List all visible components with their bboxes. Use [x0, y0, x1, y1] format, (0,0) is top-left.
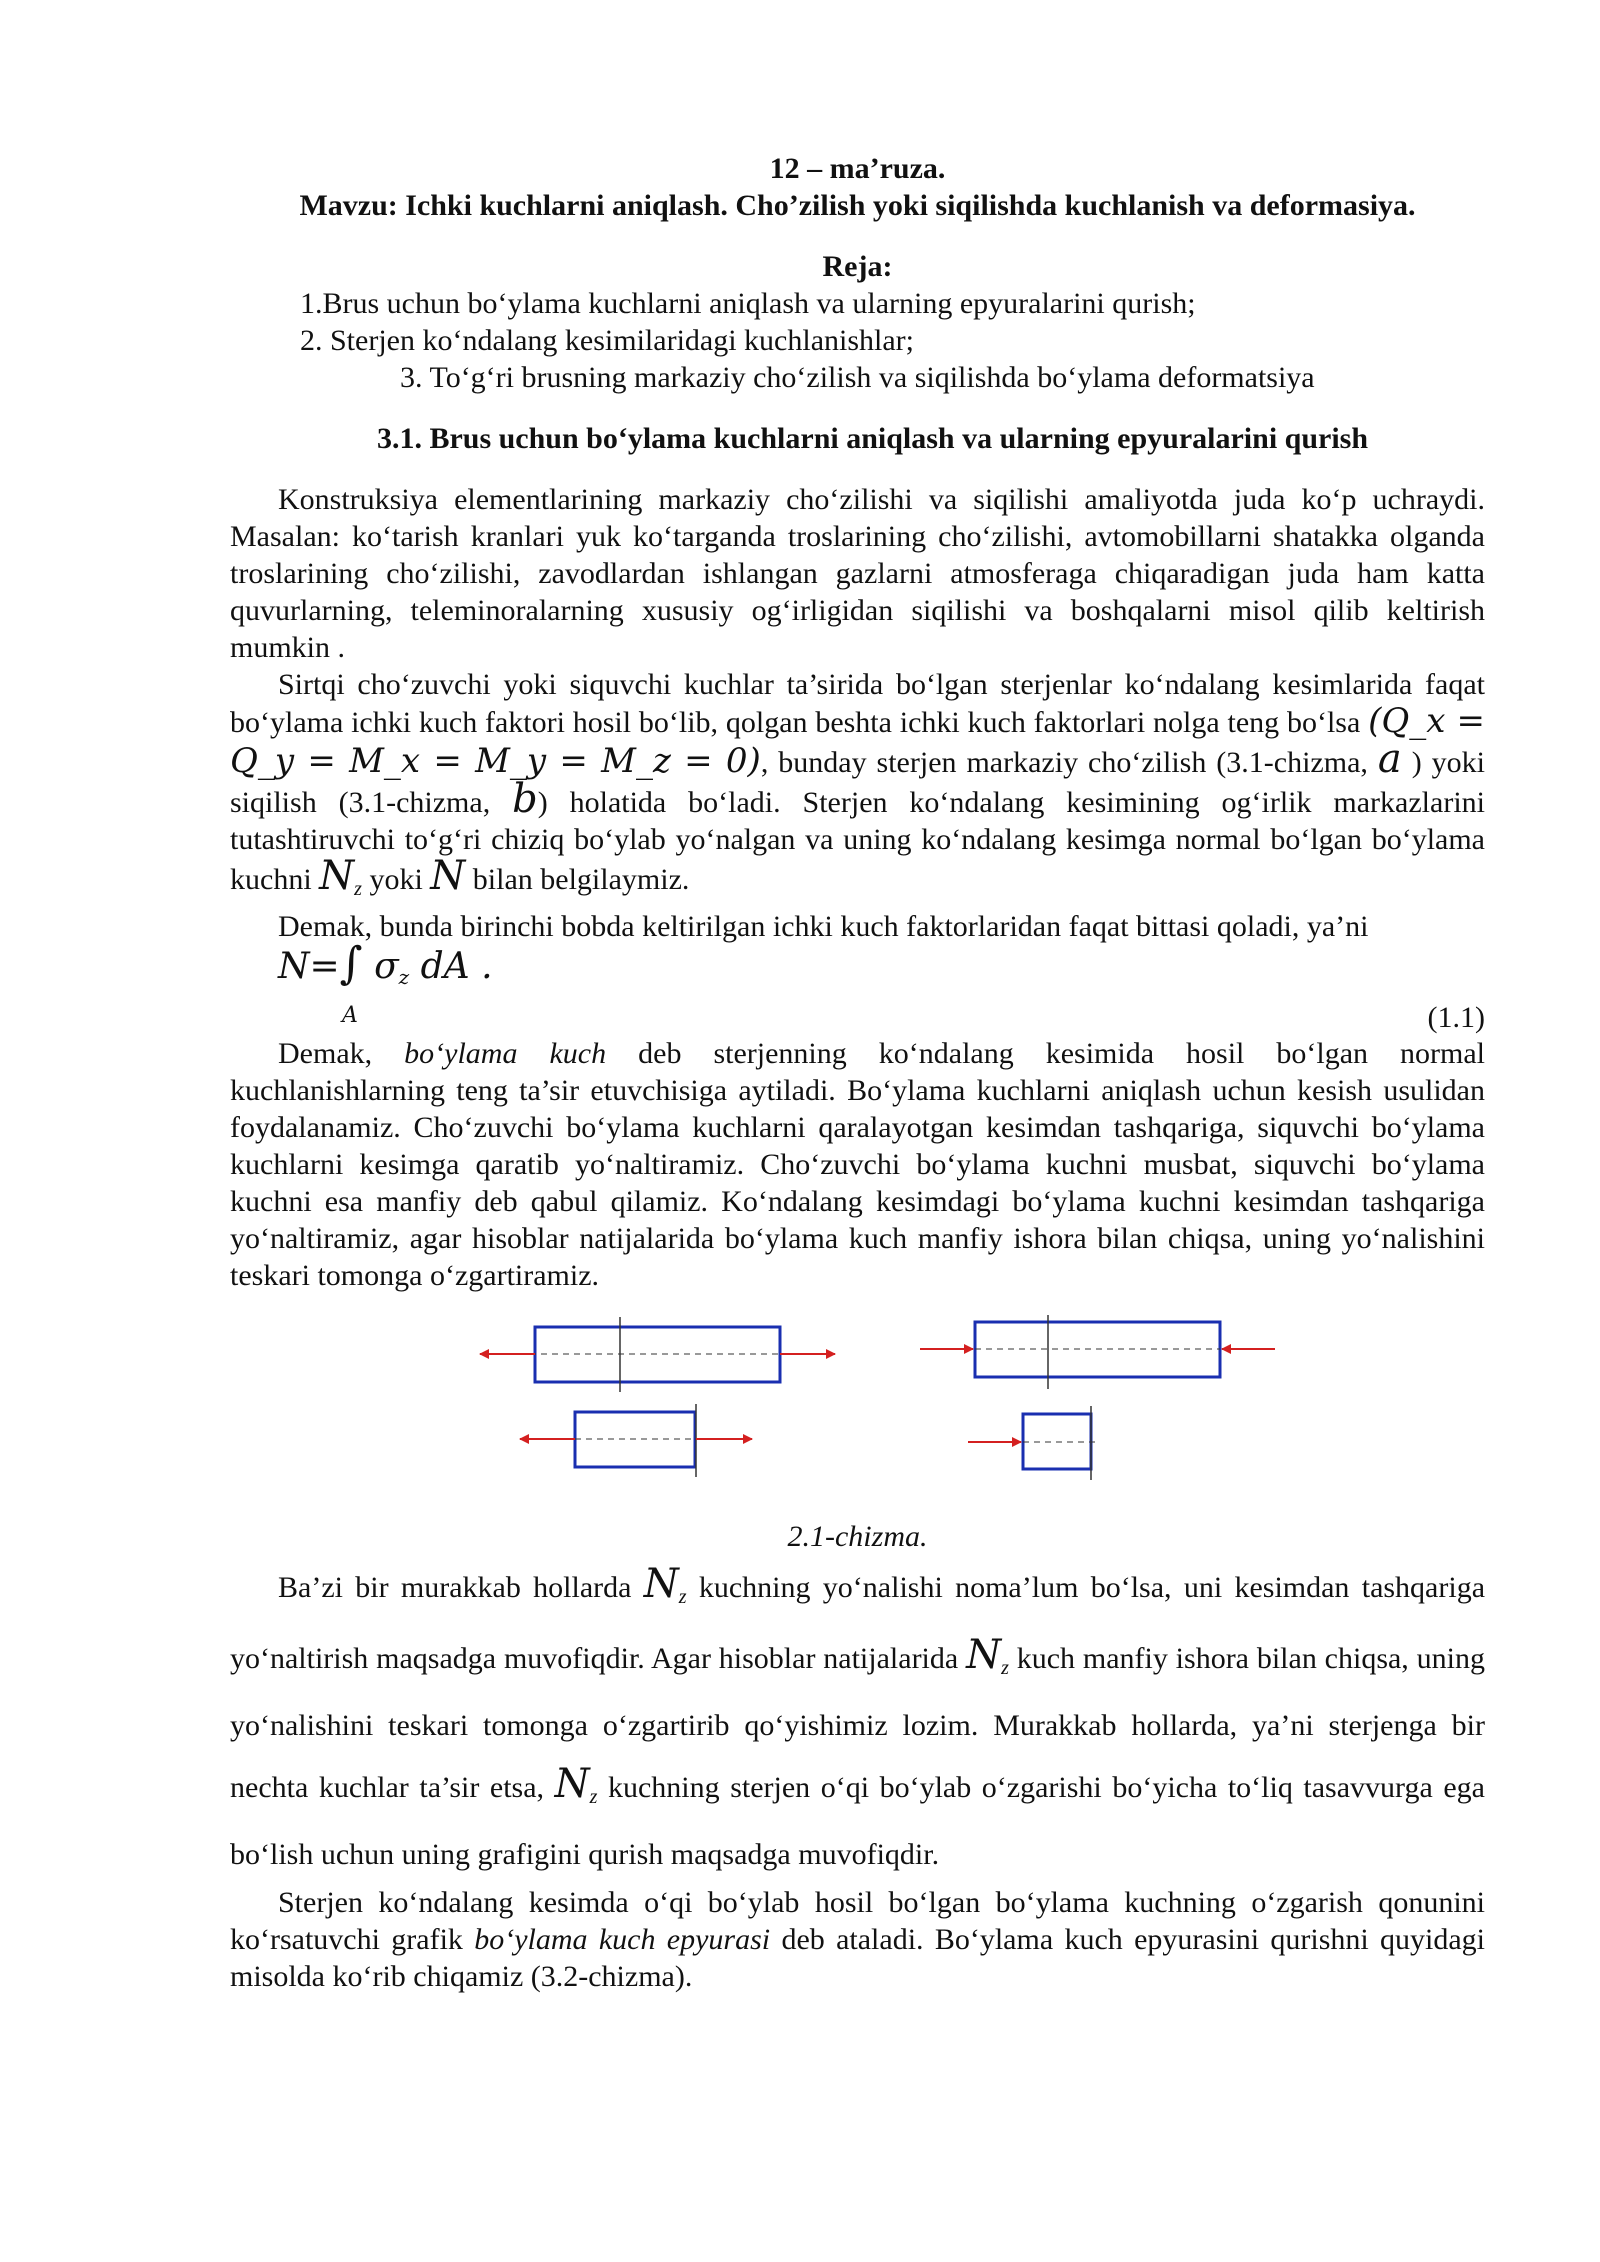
symbol-nz: N [319, 853, 355, 899]
plan-item-3: 3. To‘g‘ri brusning markaziy cho‘zilish va siqilishda bo‘ylama deformatsiya [400, 361, 1315, 394]
paragraph-5-text-c: kuch manfiy ishora bilan chiqsa, uning yo‘nalishini teskari tomonga o‘zgartirib qo‘yishimiz lozim. Murakkab hollarda, ya’ni sterjenga bir nechta kuchlar ta’sir etsa, [230, 1642, 1485, 1804]
equation-1-1 [230, 938, 1485, 1035]
figure-caption: 2.1-chizma. [787, 1520, 928, 1553]
lecture-topic: Mavzu: Ichki kuchlarni aniqlash. Cho’zilish yoki siqilishda kuchlanish va deformasiya. [299, 189, 1416, 222]
symbol-nz-subscript: z [1001, 1657, 1009, 1679]
paragraph-5 [230, 1555, 1485, 1884]
paragraph-2-text-g: bilan belgilaymiz. [472, 863, 690, 896]
symbol-nz: N [643, 1561, 679, 1607]
plan-title: Reja: [822, 250, 893, 283]
integral-sign: ∫ [339, 938, 363, 989]
term-longitudinal-force-diagram: bo‘ylama kuch epyurasi [474, 1923, 771, 1956]
paragraph-1: Konstruksiya elementlarining markaziy cho‘zilishi va siqilishi amaliyotda juda ko‘p uchraydi. Masalan: ko‘tarish kranlari yuk ko‘targanda troslarining cho‘zilishi, avtomobillarni shatakka olganda troslarining cho‘zilishi, zavodlardan ishlangan gazlarni atmosferaga chiqaradigan juda ham katta quvurlarning, teleminoralarning xususiy og‘irligidan siqilishi va boshqalarni misol qilib keltirish mumkin . [230, 483, 1485, 664]
tension-compression-diagram [230, 1312, 1485, 1512]
plan-item-2: 2. Sterjen ko‘ndalang kesimilaridagi kuchlanishlar; [300, 324, 915, 357]
paragraph-2-text-f: yoki [369, 863, 423, 896]
paragraph-2-text-a: Sirtqi cho‘zuvchi yoki siquvchi kuchlar ta’sirida bo‘lgan sterjenlar ko‘ndalang kesimlarida faqat bo‘ylama ichki kuch faktori hosil bo‘lib, qolgan beshta ichki kuch faktorlari nolga teng bo‘lsa [230, 668, 1485, 739]
symbol-n: N [430, 853, 466, 899]
symbol-nz-subscript: z [354, 878, 362, 900]
label-a: a [1377, 736, 1402, 782]
section-title: 3.1. Brus uchun bo‘ylama kuchlarni aniqlash va ularning epyuralarini qurish [376, 422, 1369, 455]
tension-bar-full [480, 1317, 835, 1392]
paragraph-4-text-b: deb sterjenning ko‘ndalang kesimida hosil bo‘lgan normal kuchlanishlarning teng ta’sir etuvchisiga aytiladi. Bo‘ylama kuchlarni aniqlash uchun kesish usulidan foydalanamiz. Cho‘zuvchi bo‘ylama kuchlarni qaralayotgan kesimdan tashqariga, siquvchi bo‘ylama kuchlarni kesimga qaratib yo‘naltiramiz. Cho‘zuvchi bo‘ylama kuchni musbat, siquvchi bo‘ylama kuchni esa manfiy deb qabul qilamiz. Ko‘ndalang kesimdagi bo‘ylama kuchni kesimdan tashqariga yo‘naltiramiz, agar hisoblar natijalarida bo‘ylama kuch manfiy ishora bilan chiqsa, uning yo‘nalishini teskari tomonga o‘zgartiramiz. [230, 1037, 1486, 1292]
paragraph-6-text-a: Sterjen ko‘ndalang kesimda o‘qi bo‘ylab hosil bo‘lgan bo‘ylama kuchning o‘zgarish qonunini ko‘rsatuvchi grafik [230, 1886, 1485, 1956]
compression-bar-full [920, 1315, 1275, 1389]
tension-bar-section [520, 1404, 752, 1477]
paragraph-5-text-a: Ba’zi bir murakkab hollarda [278, 1571, 632, 1604]
paragraph-5-text-b: kuchning yo‘nalishi noma’lum bo‘lsa, uni kesimdan tashqariga yo‘naltirish maqsadga muvofiqdir. Agar hisoblar natijalarida [230, 1571, 1486, 1675]
symbol-nz: N [554, 1761, 590, 1807]
symbol-nz-subscript: z [589, 1786, 598, 1808]
label-b: b [512, 776, 538, 822]
eq-sigma: σ [374, 946, 399, 987]
equation-number: (1.1) [1427, 1001, 1485, 1034]
symbol-nz-subscript: z [678, 1586, 687, 1608]
figure-2-1 [230, 1312, 1485, 1512]
paragraph-3: Demak, bunda birinchi bobda keltirilgan ichki kuch faktorlaridan faqat bittasi qoladi, ya’ni [278, 910, 1369, 943]
lecture-number: 12 – ma’ruza. [769, 152, 946, 185]
paragraph-2-text-d: yoki siqilish (3.1-chizma, [230, 746, 1486, 819]
paragraph-2-text-e: ) holatida bo‘ladi. Sterjen ko‘ndalang kesimining og‘irlik markazlarini tutashtiruvchi to‘g‘ri chiziq bo‘ylab yo‘nalgan va uning ko‘ndalang kesimga normal bo‘lgan bo‘ylama kuchni [230, 786, 1485, 896]
paragraph-2-text-c: ) [1411, 746, 1422, 779]
eq-da: dA . [420, 946, 493, 987]
eq-lhs: N= [278, 946, 340, 987]
eq-sigma-subscript: z [398, 965, 410, 989]
paragraph-5-text-d: kuchning sterjen o‘qi bo‘ylab o‘zgarishi bo‘yicha to‘liq tasavvurga ega bo‘lish uchun uning grafigini qurish maqsadga muvofiqdir. [230, 1771, 1485, 1871]
paragraph-6-text-b: deb ataladi. Bo‘ylama kuch epyurasini qurishni quyidagi misolda ko‘rib chiqamiz (3.2-chizma). [230, 1923, 1486, 1993]
zero-forces-formula: (Q_x = Q_y = M_x = M_y = M_z = 0) [230, 701, 1486, 781]
symbol-nz: N [966, 1632, 1002, 1678]
paragraph-2 [230, 666, 1485, 908]
term-longitudinal-force: bo‘ylama kuch [404, 1037, 607, 1070]
paragraph-2-text-b: , bunday sterjen markaziy cho‘zilish (3.1-chizma, [760, 746, 1368, 779]
plan-item-1: 1.Brus uchun bo‘ylama kuchlarni aniqlash va ularning epyuralarini qurish; [300, 287, 1196, 320]
compression-bar-section [968, 1406, 1098, 1480]
paragraph-4-text-a: Demak, [278, 1037, 373, 1070]
paragraph-6 [230, 1884, 1485, 1995]
eq-integration-domain: A [342, 1003, 358, 1028]
paragraph-4 [230, 1035, 1485, 1294]
document-page [230, 150, 1485, 1995]
